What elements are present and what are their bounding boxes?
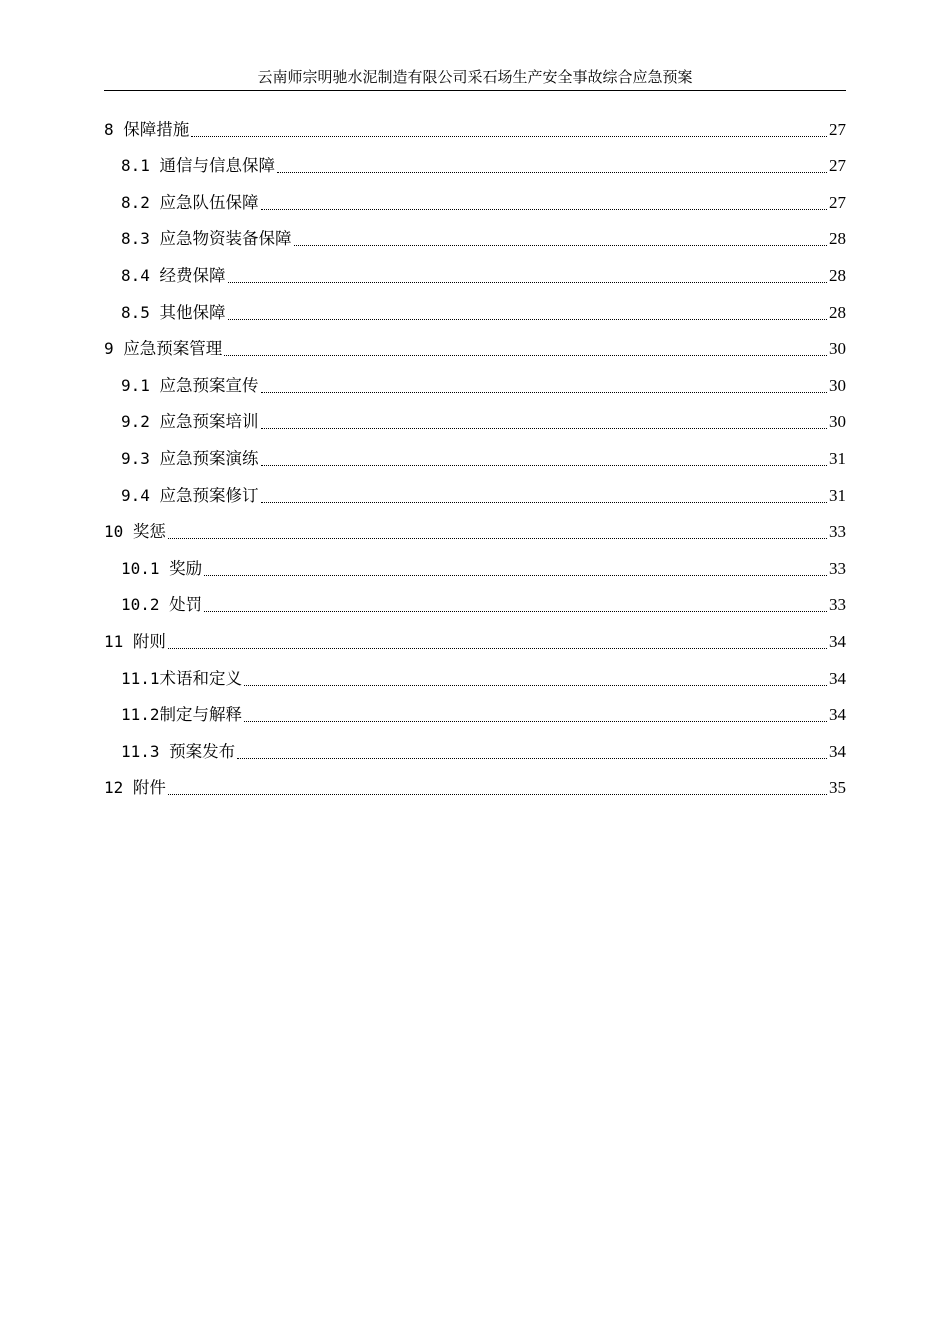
toc-entry[interactable] [104,145,846,182]
toc-entry-title: 应急预案宣传 [159,375,259,395]
toc-entry-title: 附件 [132,778,166,798]
toc-entry[interactable] [104,511,846,548]
toc-entry[interactable] [104,328,846,365]
toc-entry-page-number: 31 [829,485,846,505]
toc-dot-leader [261,427,827,429]
toc-dot-leader [277,171,827,173]
table-of-contents [104,108,846,803]
toc-entry-page-number: 35 [829,778,846,798]
toc-entry-number: 8.4 [121,265,160,285]
toc-entry[interactable] [104,401,846,438]
toc-entry[interactable] [104,694,846,731]
toc-entry-title: 应急预案修订 [159,485,259,505]
toc-entry-number: 8.3 [121,229,160,249]
toc-entry-page-number: 27 [829,192,846,212]
toc-entry-number: 9.2 [121,412,160,432]
toc-entry-title: 通信与信息保障 [159,156,276,176]
toc-entry[interactable] [104,657,846,694]
toc-entry-number: 11.1 [121,668,160,688]
toc-entry-page-number: 30 [829,339,846,359]
toc-entry-page-number: 34 [829,741,846,761]
toc-entry-number: 12 [104,778,133,798]
toc-entry-title: 经费保障 [159,265,226,285]
toc-entry-number: 11.2 [121,705,160,725]
toc-dot-leader [168,537,827,539]
toc-dot-leader [204,574,827,576]
toc-entry-title: 应急预案培训 [159,412,259,432]
toc-entry-page-number: 31 [829,448,846,468]
toc-dot-leader [261,391,827,393]
toc-entry-page-number: 33 [829,522,846,542]
toc-entry-title: 保障措施 [123,119,190,139]
toc-entry[interactable] [104,547,846,584]
toc-entry-number: 9.3 [121,448,160,468]
toc-entry-page-number: 34 [829,705,846,725]
toc-dot-leader [168,647,827,649]
toc-entry-page-number: 28 [829,302,846,322]
toc-entry[interactable] [104,437,846,474]
toc-entry-title: 其他保障 [159,302,226,322]
toc-entry-number: 11.3 [121,741,170,761]
toc-entry[interactable] [104,364,846,401]
toc-entry[interactable] [104,474,846,511]
toc-entry-title: 处罚 [169,595,203,615]
toc-dot-leader [204,610,827,612]
toc-entry-page-number: 34 [829,668,846,688]
toc-dot-leader [228,318,827,320]
toc-entry-title: 术语和定义 [159,668,243,688]
toc-dot-leader [224,354,827,356]
toc-entry-number: 8.1 [121,156,160,176]
toc-entry-title: 应急物资装备保障 [159,229,292,249]
toc-entry-page-number: 34 [829,631,846,651]
toc-entry[interactable] [104,291,846,328]
toc-entry-page-number: 30 [829,375,846,395]
toc-entry[interactable] [104,181,846,218]
toc-entry-number: 10.1 [121,558,170,578]
toc-entry[interactable] [104,730,846,767]
toc-entry-title: 应急队伍保障 [159,192,259,212]
toc-dot-leader [244,684,827,686]
toc-dot-leader [294,244,827,246]
toc-entry-number: 10 [104,522,133,542]
toc-dot-leader [168,793,827,795]
toc-entry-number: 9 [104,339,124,359]
toc-entry[interactable] [104,767,846,804]
toc-dot-leader [261,501,827,503]
toc-entry-number: 10.2 [121,595,170,615]
toc-entry-title: 应急预案演练 [159,448,259,468]
toc-entry-page-number: 28 [829,229,846,249]
toc-entry-page-number: 30 [829,412,846,432]
toc-entry-page-number: 27 [829,156,846,176]
toc-entry-number: 9.1 [121,375,160,395]
page-header [104,66,846,91]
toc-entry-page-number: 27 [829,119,846,139]
toc-entry-title: 预案发布 [169,741,236,761]
toc-entry-title: 奖励 [169,558,203,578]
toc-entry-title: 奖惩 [132,522,166,542]
toc-dot-leader [261,208,827,210]
toc-dot-leader [237,757,827,759]
toc-entry-title: 制定与解释 [159,705,243,725]
toc-entry[interactable] [104,108,846,145]
toc-entry-page-number: 28 [829,265,846,285]
toc-entry-number: 8 [104,119,124,139]
toc-dot-leader [244,720,827,722]
toc-entry-title: 附则 [132,631,166,651]
toc-entry[interactable] [104,218,846,255]
toc-dot-leader [191,135,827,137]
toc-entry-number: 9.4 [121,485,160,505]
toc-entry[interactable] [104,620,846,657]
toc-entry-page-number: 33 [829,595,846,615]
toc-entry[interactable] [104,584,846,621]
toc-entry-page-number: 33 [829,558,846,578]
toc-dot-leader [228,281,827,283]
toc-entry-number: 11 [104,631,133,651]
toc-entry-number: 8.2 [121,192,160,212]
toc-dot-leader [261,464,827,466]
toc-entry[interactable] [104,254,846,291]
document-title: 云南师宗明驰水泥制造有限公司采石场生产安全事故综合应急预案 [257,68,693,86]
toc-entry-title: 应急预案管理 [123,339,223,359]
toc-entry-number: 8.5 [121,302,160,322]
